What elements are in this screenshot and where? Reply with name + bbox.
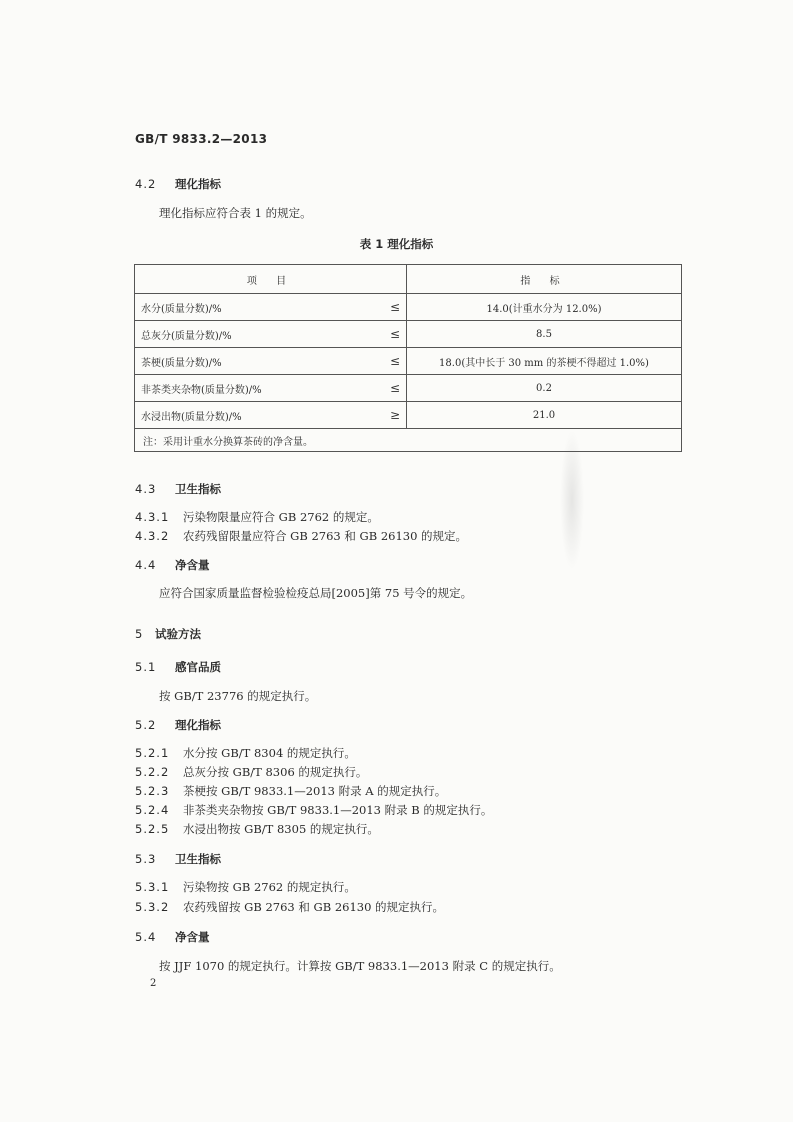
row-operator: ≥ [376,402,407,429]
table-note-row [135,429,682,452]
column-header-item: 项 目 [135,265,407,294]
clause-number: 5.2.4 [135,803,170,817]
clause-text: 水浸出物按 GB/T 8305 的规定执行。 [183,822,379,836]
clause-text: 水分按 GB/T 8304 的规定执行。 [183,746,356,760]
table-header-row [135,265,682,294]
clause-number: 5.2.1 [135,746,170,760]
clause-text: 污染物限量应符合 GB 2762 的规定。 [183,510,379,524]
clause-number: 5.3.2 [135,900,170,914]
row-value: 18.0(其中长于 30 mm 的茶梗不得超过 1.0%) [407,348,682,375]
section-heading-5-2 [135,717,221,733]
section-title: 理化指标 [175,177,221,191]
table-note: 注：采用计重水分换算茶砖的净含量。 [135,429,682,452]
section-title: 卫生指标 [175,482,221,496]
section-heading-5 [135,626,201,642]
clause-text: 茶梗按 GB/T 9833.1—2013 附录 A 的规定执行。 [183,784,447,798]
table-row [135,402,682,429]
clause-number: 5.2.5 [135,822,170,836]
row-operator: ≤ [376,321,407,348]
row-operator: ≤ [376,348,407,375]
clause-4-3-1 [135,509,379,525]
row-item: 茶梗(质量分数)/% [135,348,377,375]
clause-5-3-2 [135,899,444,915]
clause-text: 农药残留按 GB 2763 和 GB 26130 的规定执行。 [183,900,445,914]
section-heading-4-3 [135,481,221,497]
page-number: 2 [150,978,157,989]
clause-text: 污染物按 GB 2762 的规定执行。 [183,880,356,894]
section-heading-4-2 [135,176,221,192]
clause-5-2-3 [135,783,446,799]
row-item: 水分(质量分数)/% [135,294,377,321]
clause-number: 4.3.2 [135,529,170,543]
standard-number: GB/T 9833.2—2013 [135,132,268,146]
section-heading-4-4 [135,557,210,573]
clause-number: 4.3.1 [135,510,170,524]
clause-5-2-5 [135,821,379,837]
section-number: 5.2 [135,718,157,732]
clause-number: 5.2.3 [135,784,170,798]
clause-number: 5.2.2 [135,765,170,779]
section-number: 5.3 [135,852,157,866]
section-heading-5-3 [135,851,221,867]
column-header-value: 指 标 [407,265,682,294]
row-value: 21.0 [407,402,682,429]
table-row [135,375,682,402]
paragraph-5-4: 按 JJF 1070 的规定执行。计算按 GB/T 9833.1—2013 附录 C 的规定执行。 [159,959,561,973]
row-value: 0.2 [407,375,682,402]
row-operator: ≤ [376,375,407,402]
row-value: 8.5 [407,321,682,348]
section-heading-5-4 [135,929,210,945]
row-item: 总灰分(质量分数)/% [135,321,377,348]
section-heading-5-1 [135,659,221,675]
clause-5-2-4 [135,802,492,818]
clause-4-3-2 [135,528,467,544]
section-number: 5.4 [135,930,157,944]
section-title: 试验方法 [155,627,201,641]
paragraph-5-1: 按 GB/T 23776 的规定执行。 [159,689,317,703]
row-operator: ≤ [376,294,407,321]
section-title: 感官品质 [175,660,221,674]
clause-number: 5.3.1 [135,880,170,894]
paragraph-4-4: 应符合国家质量监督检验检疫总局[2005]第 75 号令的规定。 [159,586,473,600]
table-title: 表 1 理化指标 [359,237,434,251]
clause-text: 非茶类夹杂物按 GB/T 9833.1—2013 附录 B 的规定执行。 [183,803,493,817]
table-row [135,294,682,321]
section-number: 5.1 [135,660,157,674]
clause-5-2-1 [135,745,356,761]
row-item: 水浸出物(质量分数)/% [135,402,377,429]
clause-5-2-2 [135,764,367,780]
section-title: 理化指标 [175,718,221,732]
section-title: 卫生指标 [175,852,221,866]
clause-5-3-1 [135,879,356,895]
section-number: 4.3 [135,482,157,496]
section-number: 4.2 [135,177,157,191]
table-row [135,348,682,375]
section-title: 净含量 [175,558,210,572]
clause-text: 总灰分按 GB/T 8306 的规定执行。 [183,765,368,779]
section-number: 4.4 [135,558,157,572]
paragraph-4-2: 理化指标应符合表 1 的规定。 [159,206,312,220]
row-item: 非茶类夹杂物(质量分数)/% [135,375,377,402]
table-row [135,321,682,348]
clause-text: 农药残留限量应符合 GB 2763 和 GB 26130 的规定。 [183,529,468,543]
section-number: 5 [135,627,144,641]
section-title: 净含量 [175,930,210,944]
row-value: 14.0(计重水分为 12.0%) [407,294,682,321]
spec-table [134,264,682,452]
